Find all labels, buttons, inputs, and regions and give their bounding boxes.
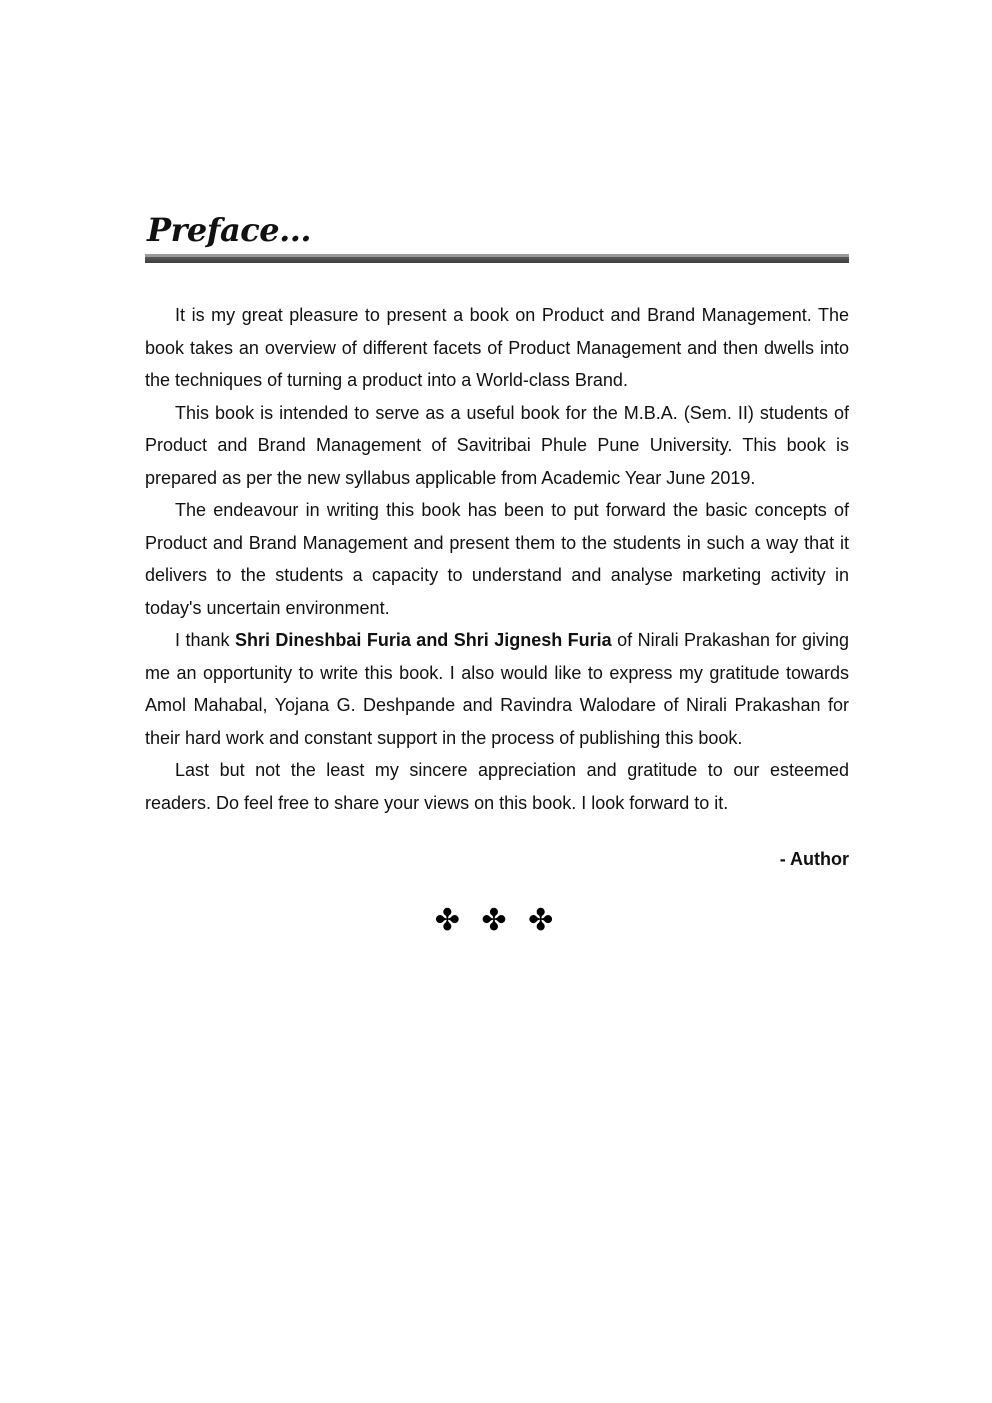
preface-page: [145, 210, 849, 938]
author-signature: - Author: [779, 849, 849, 869]
paragraph-purpose: This book is intended to serve as a useful book for the M.B.A. (Sem. II) students of Product and Brand Management of Savitribai Phule Pune University. This book is prepared as per the new syllabus applicable from Academic Year June 2019.: [145, 402, 849, 488]
paragraph-intro: It is my great pleasure to present a book on Product and Brand Management. The book takes an overview of different facets of Product Management and then dwells into the techniques of turning a product into a World-class Brand.: [145, 305, 849, 390]
ack-text-end: of Nirali Prakashan for giving me an opportunity to write this book. I also would like to express my gratitude towards Amol Mahabal, Yojana G. Deshpande and Ravindra Walodare of Nirali Prakashan for their hard work and constant support in the process of publishing this book.: [145, 630, 849, 748]
page-title: Preface...: [147, 211, 312, 249]
ack-bold-names: Shri Dineshbai Furia and Shri Jignesh Furia: [234, 630, 612, 650]
paragraph-closing: Last but not the least my sincere appreciation and gratitude to our esteemed readers. Do feel free to share your views on this book. I look forward to it.: [145, 760, 849, 813]
title-underline: [145, 254, 849, 263]
paragraph-endeavour: The endeavour in writing this book has been to put forward the basic concepts of Product and Brand Management and present them to the students in such a way that it delivers to the students a capacity to understand and analyse marketing activity in today's uncertain environment.: [145, 500, 849, 618]
ack-text-start: I thank: [175, 630, 235, 650]
paragraph-acknowledgement: [145, 624, 849, 754]
ornament-divider: ✤ ✤ ✤: [434, 903, 560, 938]
